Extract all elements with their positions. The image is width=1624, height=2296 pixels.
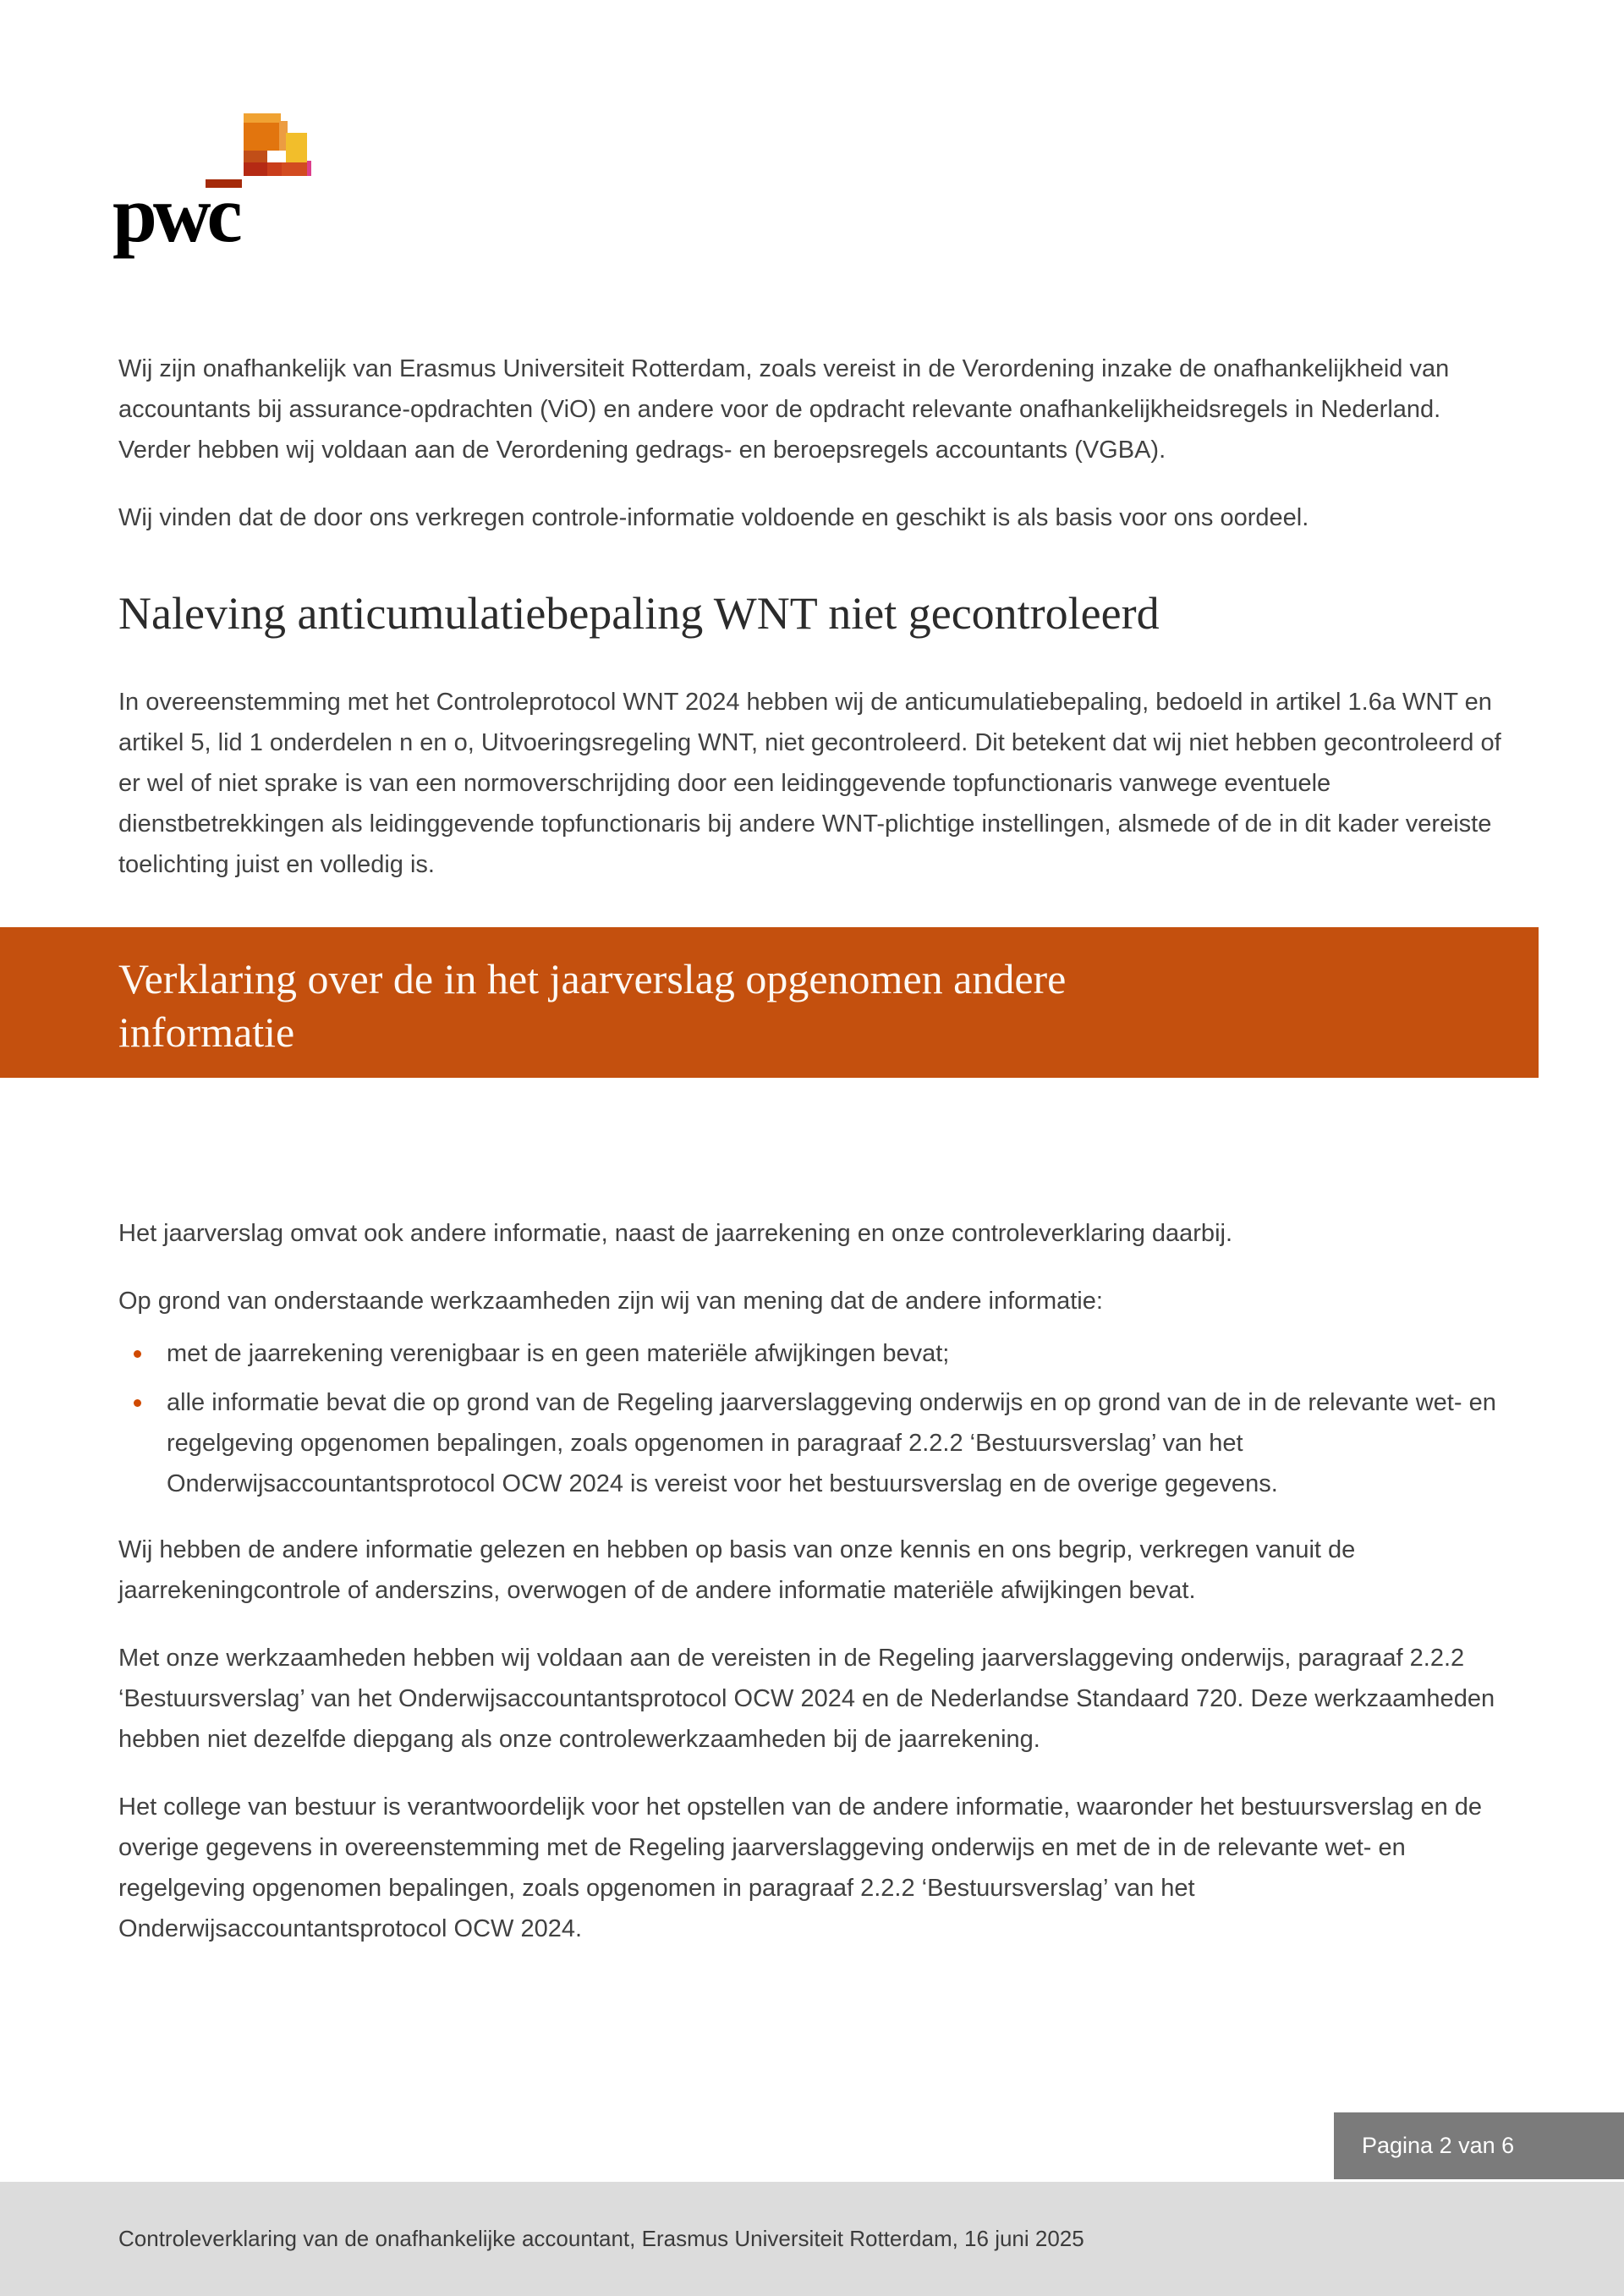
banner-title-line1: Verklaring over de in het jaarverslag opgenomen andere [118, 955, 1067, 1002]
logo-block-mid-red [267, 162, 282, 176]
bullet-dot-icon [134, 1399, 141, 1407]
bullet-dot-icon [134, 1350, 141, 1358]
bullet-item [118, 1333, 1514, 1374]
footer-doc-title: Controleverklaring van de onafhankelijke accountant, Erasmus Universiteit Rotterdam, 16 juni 2025 [118, 2226, 1084, 2251]
document-body [118, 349, 1514, 1976]
footer-band [0, 2182, 1624, 2296]
pwc-wordmark: pwc [112, 169, 239, 259]
bullet-item [118, 1382, 1514, 1504]
paragraph-board-responsibility: Het college van bestuur is verantwoordelijk voor het opstellen van de andere informatie, waaronder het bestuursverslag en de overige gegevens in overeenstemming met de Regeling jaarverslaggeving onderwijs en met de in de relevante wet- en regelgeving opgenomen bepalingen, zoals opgenomen in paragraaf 2.2.2 ‘Bestuursverslag’ van het Onderwijsaccountantsprotocol OCW 2024. [118, 1793, 1483, 1942]
heading-wnt-section: Naleving anticumulatiebepaling WNT niet gecontroleerd [118, 588, 1160, 639]
logo-block-pink [307, 161, 311, 176]
section-banner [0, 927, 1539, 1078]
pwc-logo [112, 108, 336, 273]
logo-block-red-orange [282, 162, 307, 176]
paragraph-standards-compliance: Met onze werkzaamheden hebben wij voldaan aan de vereisten in de Regeling jaarverslaggeving onderwijs, paragraaf 2.2.2 ‘Bestuursverslag’ van het Onderwijsaccountantsprotocol OCW 2024 en de Nederlandse Standaard 720. Deze werkzaamheden hebben niet dezelfde diepgang als onze controlewerkzaamheden bij de jaarrekening. [118, 1645, 1495, 1753]
paragraph-audit-evidence: Wij vinden dat de door ons verkregen controle-informatie voldoende en geschikt is als basis voor ons oordeel. [118, 504, 1309, 531]
banner-title [118, 953, 1353, 1059]
paragraph-wnt-body: In overeenstemming met het Controleprotocol WNT 2024 hebben wij de anticumulatiebepaling, bedoeld in artikel 1.6a WNT en artikel 5, lid 1 onderdelen n en o, Uitvoeringsregeling WNT, niet gecontroleerd. Dit betekent dat wij niet hebben gecontroleerd of er wel of niet sprake is van een normoverschrijding door een leidinggevende topfunctionaris vanwege eventuele dienstbetrekkingen als leidinggevende topfunctionaris bij andere WNT-plichtige instellingen, alsmede of de in dit kader vereiste toelichting juist en volledig is. [118, 689, 1501, 878]
paragraph-opinion-lead: Op grond van onderstaande werkzaamheden zijn wij van mening dat de andere informatie: [118, 1288, 1103, 1315]
logo-block-dark-orange [244, 151, 267, 162]
paragraph-independence: Wij zijn onafhankelijk van Erasmus Universiteit Rotterdam, zoals vereist in de Verordening inzake de onafhankelijkheid van accountants bij assurance-opdrachten (ViO) en andere voor de opdracht relevante onafhankelijkheidsregels in Nederland. Verder hebben wij voldaan aan de Verordening gedrags- en beroepsregels accountants (VGBA). [118, 355, 1450, 464]
logo-block-dark-red [244, 162, 267, 176]
paragraph-other-info-intro: Het jaarverslag omvat ook andere informatie, naast de jaarrekening en onze controleverklaring daarbij. [118, 1220, 1233, 1247]
bullet-item-text: alle informatie bevat die op grond van de Regeling jaarverslaggeving onderwijs en op grond van de in de relevante wet- en regelgeving opgenomen bepalingen, zoals opgenomen in paragraaf 2.2.2 ‘Bestuursverslag’ van het Onderwijsaccountantsprotocol OCW 2024 is vereist voor het bestuursverslag en de overige gegevens. [167, 1389, 1496, 1497]
bullet-list [118, 1333, 1514, 1504]
paragraph-read-consideration: Wij hebben de andere informatie gelezen en hebben op basis van onze kennis en ons begrip, verkregen vanuit de jaarrekeningcontrole of anderszins, overwogen of de andere informatie materiële afwijkingen bevat. [118, 1536, 1356, 1604]
page-number-badge [1334, 2112, 1624, 2179]
page-number-text: Pagina 2 van 6 [1362, 2133, 1515, 2158]
bullet-item-text: met de jaarrekening verenigbaar is en geen materiële afwijkingen bevat; [167, 1340, 950, 1367]
logo-block-yellow [286, 133, 307, 162]
logo-block-orange [244, 123, 281, 151]
banner-title-line2: informatie [118, 1008, 295, 1056]
